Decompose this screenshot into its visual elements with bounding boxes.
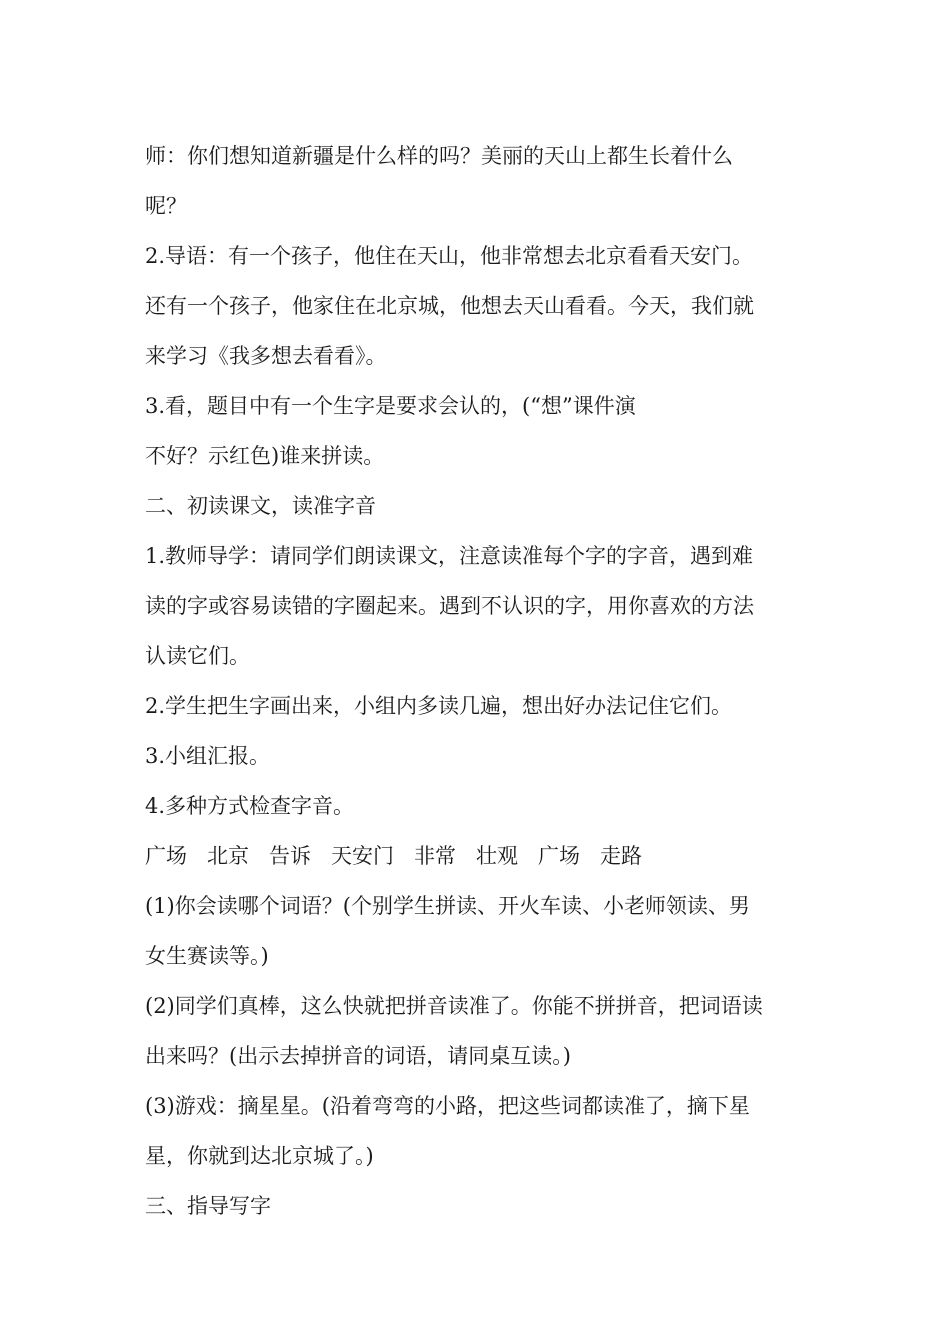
text-line: 星，你就到达北京城了。) bbox=[145, 1144, 374, 1168]
text-line: 女生赛读等。) bbox=[145, 944, 269, 968]
text-line: (1)你会读哪个词语？(个别学生拼读、开火车读、小老师领读、男 bbox=[145, 894, 750, 918]
vocabulary-word: 北京 bbox=[207, 844, 249, 868]
text-line: 还有一个孩子，他家住在北京城，他想去天山看看。今天，我们就 bbox=[145, 294, 754, 318]
vocabulary-word: 广场 bbox=[538, 844, 580, 868]
section-heading: 二、初读课文，读准字音 bbox=[145, 494, 376, 518]
text-line: 来学习《我多想去看看》。 bbox=[145, 344, 387, 368]
text-line: 不好？示红色)谁来拼读。 bbox=[145, 444, 385, 468]
text-line: 4.多种方式检查字音。 bbox=[145, 794, 355, 818]
text-line: 出来吗？(出示去掉拼音的词语，请同桌互读。) bbox=[145, 1044, 571, 1068]
text-line: (2)同学们真棒，这么快就把拼音读准了。你能不拼拼音，把词语读 bbox=[145, 994, 763, 1018]
vocabulary-list bbox=[145, 831, 815, 881]
text-line: (3)游戏：摘星星。(沿着弯弯的小路，把这些词都读准了，摘下星 bbox=[145, 1094, 750, 1118]
section-heading: 三、指导写字 bbox=[145, 1194, 271, 1218]
vocabulary-word: 告诉 bbox=[269, 844, 311, 868]
text-line: 认读它们。 bbox=[145, 644, 250, 668]
vocabulary-word: 非常 bbox=[414, 844, 456, 868]
text-line: 师：你们想知道新疆是什么样的吗？美丽的天山上都生长着什么 bbox=[145, 144, 733, 168]
text-line: 3.小组汇报。 bbox=[145, 744, 271, 768]
text-line: 呢？ bbox=[145, 194, 187, 218]
text-line: 3.看，题目中有一个生字是要求会认的，(“想”课件演 bbox=[145, 394, 636, 418]
text-line: 读的字或容易读错的字圈起来。遇到不认识的字，用你喜欢的方法 bbox=[145, 594, 754, 618]
vocabulary-word: 天安门 bbox=[331, 844, 394, 868]
vocabulary-word: 壮观 bbox=[476, 844, 518, 868]
text-line: 2.学生把生字画出来，小组内多读几遍，想出好办法记住它们。 bbox=[145, 694, 733, 718]
lesson-text bbox=[145, 131, 815, 1231]
text-line: 1.教师导学：请同学们朗读课文，注意读准每个字的字音，遇到难 bbox=[145, 544, 754, 568]
vocabulary-word: 走路 bbox=[600, 844, 642, 868]
text-line: 2.导语：有一个孩子，他住在天山，他非常想去北京看看天安门。 bbox=[145, 244, 754, 268]
vocabulary-word: 广场 bbox=[145, 844, 187, 868]
